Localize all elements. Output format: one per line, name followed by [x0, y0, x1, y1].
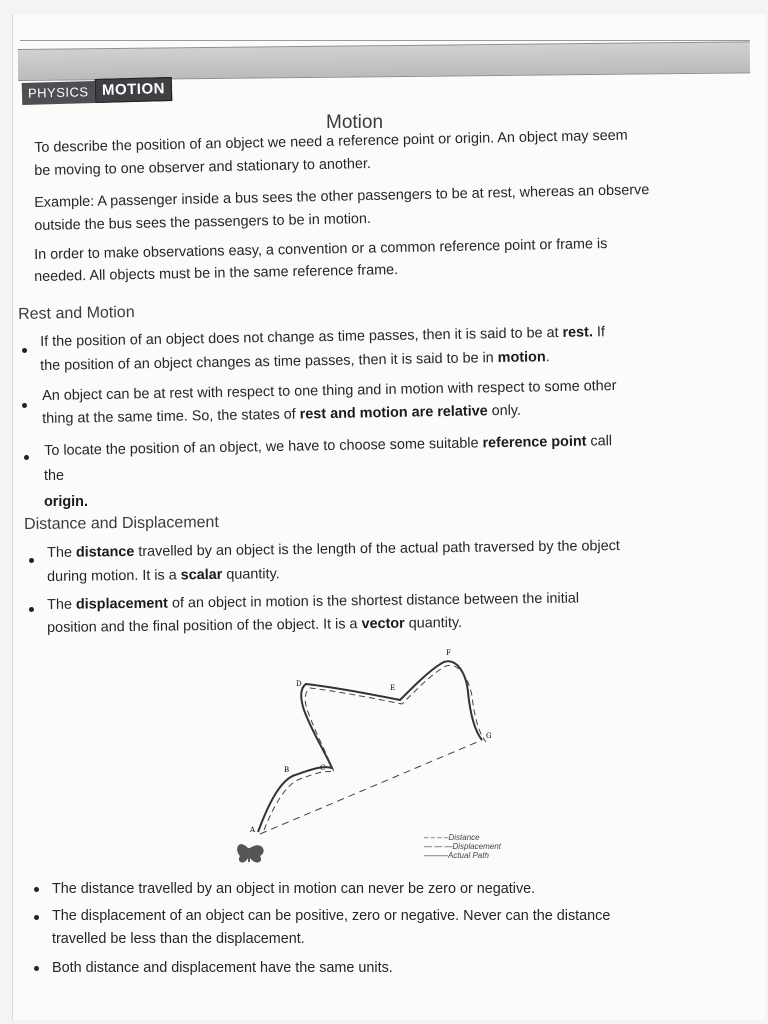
- intro-line: needed. All objects must be in the same reference frame.: [34, 262, 399, 285]
- list-item: Both distance and displacement have the same units.: [52, 960, 393, 976]
- bullet-dot: [34, 887, 39, 892]
- point-label-a: A: [250, 826, 256, 834]
- point-label-c: C: [320, 764, 326, 772]
- point-label-e: E: [390, 684, 396, 692]
- list-item: the: [44, 468, 65, 484]
- intro-line: outside the bus sees the passengers to be in motion.: [34, 210, 372, 234]
- intro-line: be moving to one observer and stationary to another.: [34, 155, 372, 179]
- butterfly-icon: [237, 844, 263, 862]
- bullet-dot: [29, 558, 34, 563]
- list-item: position and the final position of the object. It is a vector quantity.: [47, 614, 463, 636]
- list-item: during motion. It is a scalar quantity.: [47, 566, 280, 585]
- legend-item: – – – –Distance: [424, 833, 480, 842]
- bullet-dot: [29, 607, 34, 612]
- actual-path: [258, 661, 482, 832]
- point-label-b: B: [284, 766, 290, 774]
- intro-line: In order to make observations easy, a convention or a common reference point or frame is: [34, 235, 608, 263]
- list-item: If the position of an object does not change as time passes, then it is said to be at rest. If: [40, 324, 606, 350]
- distance-path: [264, 665, 486, 830]
- list-item: An object can be at rest with respect to one thing and in motion with respect to some other: [42, 377, 617, 404]
- list-item: The distance travelled by an object in motion can never be zero or negative.: [52, 881, 536, 897]
- legend-item: — — —Displacement: [424, 842, 501, 851]
- subject-tag: PHYSICS: [22, 81, 95, 105]
- diagram-legend: [424, 833, 501, 860]
- bullet-dot: [34, 915, 39, 920]
- page-title: Motion: [326, 112, 384, 133]
- bullet-dot: [22, 403, 27, 408]
- bullet-dot: [34, 966, 39, 971]
- list-item: The distance travelled by an object is the length of the actual path traversed by the object: [47, 538, 620, 561]
- section-heading-rest-motion: Rest and Motion: [18, 303, 135, 323]
- point-label-g: G: [486, 732, 492, 740]
- list-item: The displacement of an object can be positive, zero or negative. Never can the distance: [52, 908, 611, 924]
- intro-line: To describe the position of an object we need a reference point or origin. An object may seem: [34, 127, 628, 156]
- section-heading-distance-displacement: Distance and Displacement: [24, 513, 219, 533]
- point-label-f: F: [446, 649, 451, 657]
- point-label-d: D: [296, 680, 302, 688]
- list-item: thing at the same time. So, the states of rest and motion are relative only.: [42, 402, 522, 427]
- list-item: the position of an object changes as time passes, then it is said to be in motion.: [40, 349, 550, 374]
- displacement-line: [260, 740, 482, 834]
- legend-item: ———Actual Path: [424, 851, 489, 860]
- list-item: origin.: [44, 494, 88, 510]
- list-item: The displacement of an object in motion is the shortest distance between the initial: [47, 590, 580, 613]
- intro-line: Example: A passenger inside a bus sees the other passengers to be at rest, whereas an observe: [34, 182, 650, 211]
- list-item: To locate the position of an object, we have to choose some suitable reference point call: [44, 433, 613, 459]
- bullet-dot: [22, 348, 27, 353]
- list-item: travelled be less than the displacement.: [52, 931, 305, 947]
- bullet-dot: [24, 455, 29, 460]
- chapter-tag: MOTION: [95, 77, 173, 103]
